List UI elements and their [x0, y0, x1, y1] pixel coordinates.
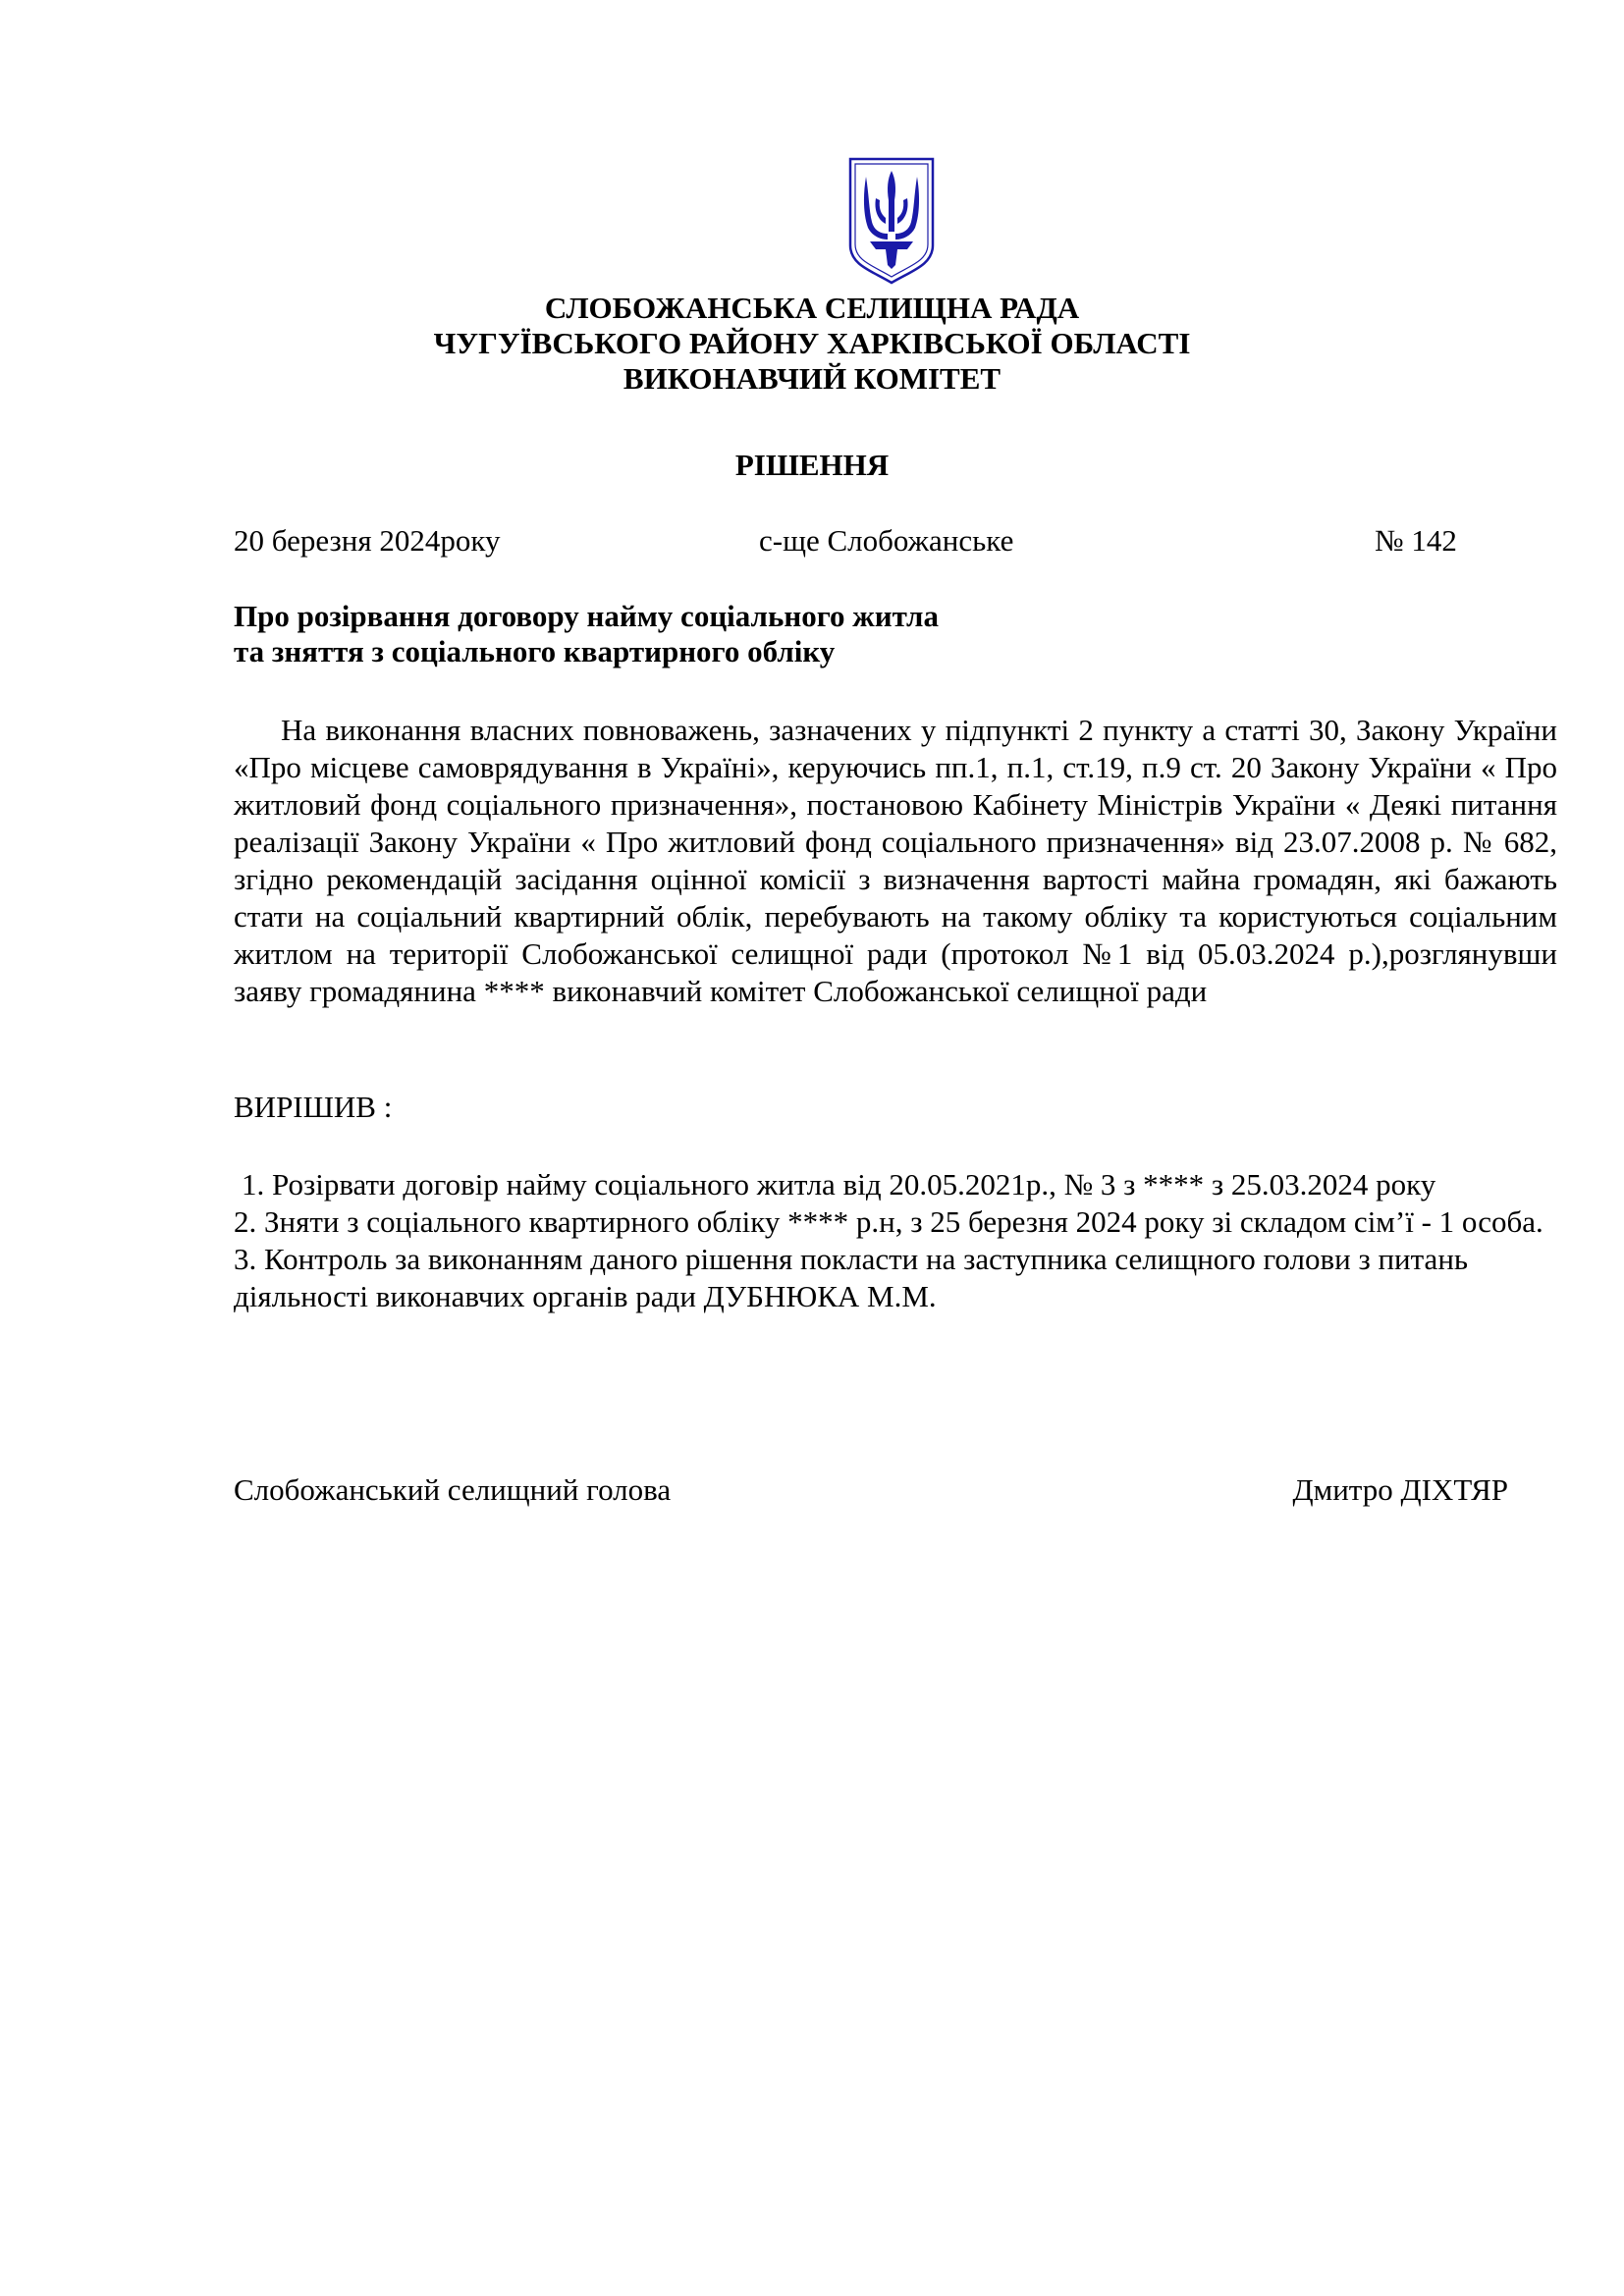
resolved-label: ВИРІШИВ : — [234, 1090, 393, 1124]
resolution-item-1: 1. Розірвати договір найму соціального житла від 20.05.2021р., № 3 з **** з 25.03.2024 року — [242, 1167, 1436, 1201]
resolution-item-3: 3. Контроль за виконанням даного рішення покласти на заступника селищного голови з питань діяльності виконавчих органів ради ДУБНЮКА М.М. — [234, 1242, 1469, 1313]
header-council-name: СЛОБОЖАНСЬКА СЕЛИЩНА РАДА — [544, 291, 1080, 325]
header-district-region: ЧУГУЇВСЬКОГО РАЙОНУ ХАРКІВСЬКОЇ ОБЛАСТІ — [433, 326, 1191, 360]
signature-block — [234, 1472, 1508, 1510]
resolution-items — [234, 1166, 1563, 1315]
document-type-title: РІШЕННЯ — [734, 448, 890, 482]
signatory-position: Слобожанський селищний голова — [234, 1472, 672, 1507]
subject-line-2: та зняття з соціального квартирного обліку — [234, 634, 836, 668]
issuer-header — [0, 291, 1624, 397]
preamble-paragraph: На виконання власних повноважень, зазначених у підпункті 2 пункту а статті 30, Закону України «Про місцеве самоврядування в Україні», керуючись пп.1, п.1, ст.19, п.9 ст. 20 Закону України « Про житловий фонд соціального призначення», постановою Кабінету Міністрів України « Деякі питання реалізації Закону України « Про житловий фонд соціального призначення» від 23.07.2008 р. № 682, згідно рекомендацій засідання оцінної комісії з визначення вартості майна громадян, які бажають стати на соціальний квартирний облік, перебувають на такому обліку та користуються соціальним житлом на території Слобожанської селищної ради (протокол №1 від 05.03.2024 р.),розглянувши заяву громадянина **** виконавчий комітет Слобожанської селищної ради — [234, 713, 1557, 1008]
decision-number: № 142 — [1375, 523, 1457, 558]
signatory-name: Дмитро ДІХТЯР — [1292, 1472, 1508, 1507]
resolution-item-2: 2. Зняти з соціального квартирного обліку **** р.н, з 25 березня 2024 року зі складом сім’ї - 1 особа. — [234, 1204, 1543, 1239]
decision-meta-row — [234, 523, 1465, 561]
header-executive-committee: ВИКОНАВЧИЙ КОМІТЕТ — [623, 361, 1001, 396]
decision-date: 20 березня 2024року — [234, 523, 501, 558]
decision-place: с-ще Слобожанське — [759, 523, 1014, 558]
subject-line-1: Про розірвання договору найму соціального житла — [234, 599, 939, 633]
trident-coat-of-arms-icon — [846, 155, 937, 287]
decision-subject — [234, 599, 939, 669]
